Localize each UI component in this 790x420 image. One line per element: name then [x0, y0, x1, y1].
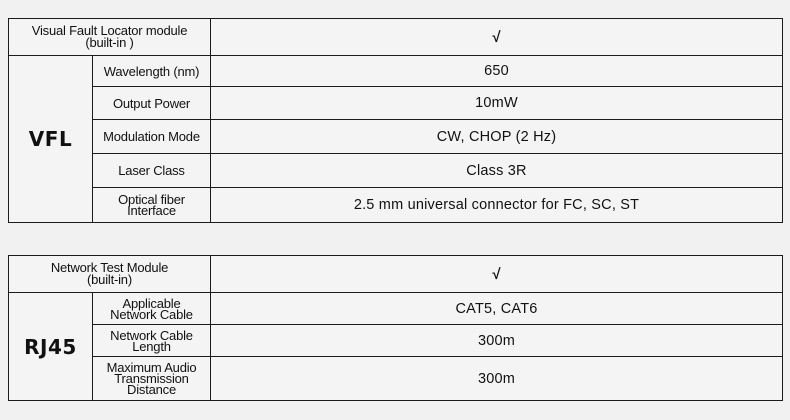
param-label-wavelength: Wavelength (nm)	[93, 56, 211, 87]
param-label-modulation-mode: Modulation Mode	[93, 120, 211, 154]
table-row	[9, 357, 783, 401]
param-label-applicable-cable: Applicable Network Cable	[93, 293, 211, 325]
param-value-modulation-mode: CW, CHOP (2 Hz)	[211, 120, 783, 154]
param-label-optical-interface: Optical fiber Interface	[93, 188, 211, 223]
vfl-module-row	[9, 19, 783, 56]
network-module-row	[9, 256, 783, 293]
table-row	[9, 120, 783, 154]
vfl-module-label: Visual Fault Locator module (built-in )	[9, 19, 211, 56]
table-row	[9, 325, 783, 357]
vfl-module-check: √	[211, 19, 783, 56]
network-spec-table	[8, 255, 783, 401]
param-value-optical-interface: 2.5 mm universal connector for FC, SC, ST	[211, 188, 783, 223]
param-label-cable-length: Network Cable Length	[93, 325, 211, 357]
param-value-applicable-cable: CAT5, CAT6	[211, 293, 783, 325]
rj45-group-label: RJ45	[9, 293, 93, 401]
param-value-audio-distance: 300m	[211, 357, 783, 401]
network-module-label: Network Test Module (built-in)	[9, 256, 211, 293]
table-row	[9, 87, 783, 120]
vfl-group-label: VFL	[9, 56, 93, 223]
table-row	[9, 293, 783, 325]
table-row	[9, 56, 783, 87]
vfl-spec-table	[8, 18, 783, 223]
param-value-cable-length: 300m	[211, 325, 783, 357]
param-label-audio-distance: Maximum Audio Transmission Distance	[93, 357, 211, 401]
param-value-wavelength: 650	[211, 56, 783, 87]
param-value-laser-class: Class 3R	[211, 154, 783, 188]
param-label-output-power: Output Power	[93, 87, 211, 120]
table-row	[9, 154, 783, 188]
param-value-output-power: 10mW	[211, 87, 783, 120]
network-module-check: √	[211, 256, 783, 293]
param-label-laser-class: Laser Class	[93, 154, 211, 188]
table-row	[9, 188, 783, 223]
